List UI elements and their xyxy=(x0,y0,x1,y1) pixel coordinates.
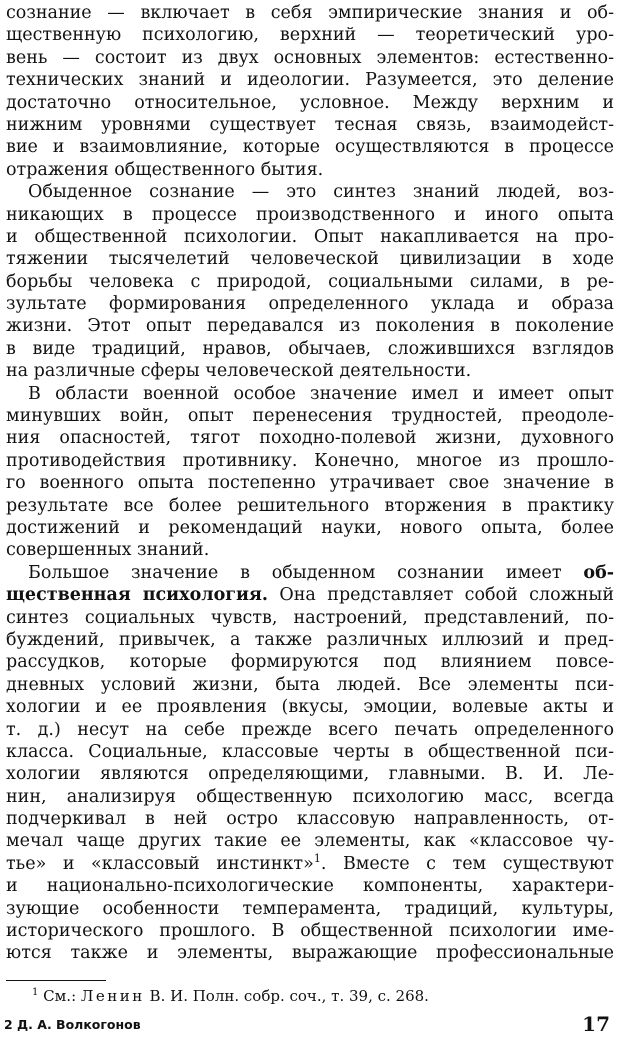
printer-signature: 2 Д. А. Волкогонов xyxy=(4,1017,141,1032)
text-line: т. д.) несут на себе прежде всего печать определенного xyxy=(6,719,614,740)
footnote-citation: В. И. Полн. собр. соч., т. 39, с. 268. xyxy=(144,987,429,1005)
text-line: синтез социальных чувств, настроений, представлений, по- xyxy=(6,607,614,628)
page-number: 17 xyxy=(582,1012,610,1036)
text-line: мечал чаще других такие ее элементы, как «классовое чу- xyxy=(6,831,614,852)
text-line: зующие особенности темперамента, традиций, культуры, xyxy=(6,898,614,919)
text-line: го военного опыта постепенно утрачивает свое значение в xyxy=(6,473,614,494)
text-line: хологии и ее проявления (вкусы, эмоции, волевые акты и xyxy=(6,697,614,718)
text-line: минувших войн, опыт перенесения трудностей, преодоле- xyxy=(6,406,614,427)
footnote-marker: 1 xyxy=(32,987,39,998)
text-line: противодействия противнику. Конечно, многое из прошло- xyxy=(6,450,614,471)
footnote-author: Ленин xyxy=(80,987,145,1005)
text-line: подчеркивал в ней остро классовую направленность, от- xyxy=(6,809,614,830)
footnote-reference: 1 xyxy=(313,852,321,866)
footnote-prefix: См.: xyxy=(43,987,81,1005)
text-line: и национально-психологические компоненты, характери- xyxy=(6,876,614,897)
text-line: совершенных знаний. xyxy=(6,540,210,561)
text-line: нин, анализируя общественную психологию масс, всегда xyxy=(6,786,614,807)
text-line: сознание — включает в себя эмпирические знания и об- xyxy=(6,3,614,23)
text-line: никающих в процессе производственного и иного опыта xyxy=(6,204,614,225)
text-line: жизни. Этот опыт передавался из поколения в поколение xyxy=(6,316,614,337)
main-text xyxy=(6,2,614,965)
text-line xyxy=(6,853,614,875)
text-line: хологии являются определяющими, главными. В. И. Ле- xyxy=(6,764,614,785)
text-line: борьбы человека с природой, социальными силами, в ре- xyxy=(6,271,614,292)
paragraph-start-line: В области военной особое значение имел и имеет опыт xyxy=(28,383,614,404)
text-line: на различные сферы человеческой деятельности. xyxy=(6,361,472,382)
text-segment: Она представляет собой сложный xyxy=(268,585,614,606)
text-line: нижним уровнями существует тесная связь, взаимодейст- xyxy=(6,114,614,135)
footnote-divider xyxy=(6,980,106,981)
text-line: тяжении тысячелетий человеческой цивилизации в ходе xyxy=(6,249,614,270)
text-line: технических знаний и идеологии. Разумеется, это деление xyxy=(6,70,614,91)
text-line: рассудков, которые формируются под влиянием повсе- xyxy=(6,652,614,673)
text-segment: Большое значение в обыденном сознании имеет xyxy=(28,562,584,583)
text-line: буждений, привычек, а также различных иллюзий и пред- xyxy=(6,629,614,650)
text-line xyxy=(6,584,614,606)
text-line: отражения общественного бытия. xyxy=(6,159,324,180)
text-line: ния опасностей, тягот походно-полевой жизни, духовного xyxy=(6,428,614,449)
text-line: щественную психологию, верхний — теоретический уро- xyxy=(6,25,614,46)
text-line: достижений и рекомендаций науки, нового опыта, более xyxy=(6,517,614,538)
text-line: ются также и элементы, выражающие профессиональные xyxy=(6,943,614,964)
text-line: результате все более решительного вторжения в практику xyxy=(6,495,614,516)
text-line: достаточно относительное, условное. Между верхним и xyxy=(6,92,614,113)
text-line: зультате формирования определенного уклада и образа xyxy=(6,294,614,315)
footnote xyxy=(32,986,429,1006)
text-segment: тье» и «классовый инстинкт» xyxy=(6,853,314,874)
text-line: класса. Социальные, классовые черты в общественной пси- xyxy=(6,741,614,762)
paragraph-start-line xyxy=(6,562,614,584)
text-line: вень — состоит из двух основных элементов: естественно- xyxy=(6,47,614,68)
text-line: дневных условий жизни, быта людей. Все элементы пси- xyxy=(6,674,614,695)
text-line: вие и взаимовлияние, которые осуществляются в процессе xyxy=(6,137,614,158)
text-line: исторического прошлого. В общественной психологии име- xyxy=(6,921,614,942)
paragraph-start-line: Обыденное сознание — это синтез знаний людей, воз- xyxy=(28,182,614,203)
text-line: в виде традиций, нравов, обычаев, сложившихся взглядов xyxy=(6,338,614,359)
bold-term: об- xyxy=(583,562,614,583)
text-segment: . Вместе с тем существуют xyxy=(320,853,614,874)
bold-term: щественная психология. xyxy=(6,585,268,606)
text-line: и общественной психологии. Опыт накапливается на про- xyxy=(6,226,614,247)
